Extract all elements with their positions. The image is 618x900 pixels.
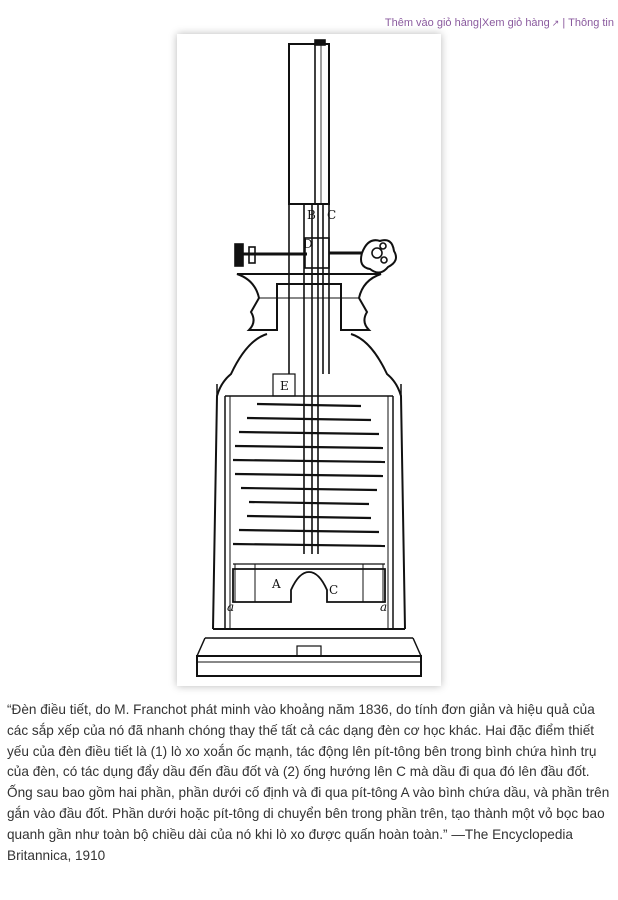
nav-separator: | [479, 17, 482, 29]
add-to-cart-link[interactable]: Thêm vào giỏ hàng [384, 17, 480, 29]
external-link-icon: ↗ [551, 18, 560, 28]
view-cart-label: Xem giỏ hàng [481, 17, 550, 29]
chimney-tube [289, 40, 329, 204]
lamp-base [197, 629, 421, 676]
label-a-right: a [380, 600, 388, 614]
info-link[interactable]: Thông tin [568, 17, 614, 29]
label-e: E [280, 379, 289, 393]
lamp-illustration[interactable] [177, 34, 441, 686]
label-c-top: C [327, 208, 337, 222]
lamp-body [213, 334, 405, 629]
illustration-caption: “Đèn điều tiết, do M. Franchot phát minh vào khoảng năm 1836, do tính đơn giản và hiệu quả của các sắp xếp của nó đã nhanh chóng thay thế tất cả các dạng đèn cơ học khác. Hai đặc điểm thiết yếu của đèn điều tiết là (1) lò xo xoắn ốc mạnh, tác động lên pít-tông bên trong bình chứa hình trụ của đèn, có tác dụng đẩy dầu đến đầu đốt và (2) ống hướng lên C mà dầu đi qua đó lên đầu đốt. Ống sau bao gồm hai phần, phần dưới cố định và đi qua pít-tông A vào bình chứa dầu, và phần trên gắn vào đầu đốt. Phần dưới hoặc pít-tông di chuyển bên trong phần trên, tạo thành một vỏ bọc bao quanh gần như toàn bộ chiều dài của nó khi lò xo được quấn hoàn toàn.” —The Encyclopedia Britannica, 1910 [7, 702, 610, 863]
lamp-collar [237, 274, 381, 330]
top-nav [385, 17, 614, 29]
regulator-key [235, 238, 396, 273]
spiral-spring [233, 404, 385, 546]
view-cart-link[interactable] [482, 17, 559, 29]
label-c-bottom: C [329, 583, 339, 597]
label-a: A [272, 577, 281, 591]
label-d: D [303, 237, 313, 251]
nav-separator: | [559, 17, 569, 29]
label-a-left: a [227, 600, 235, 614]
lamp-engraving [177, 34, 441, 686]
piston [233, 564, 385, 602]
diagram-labels [227, 208, 387, 614]
label-b: B [307, 208, 316, 222]
